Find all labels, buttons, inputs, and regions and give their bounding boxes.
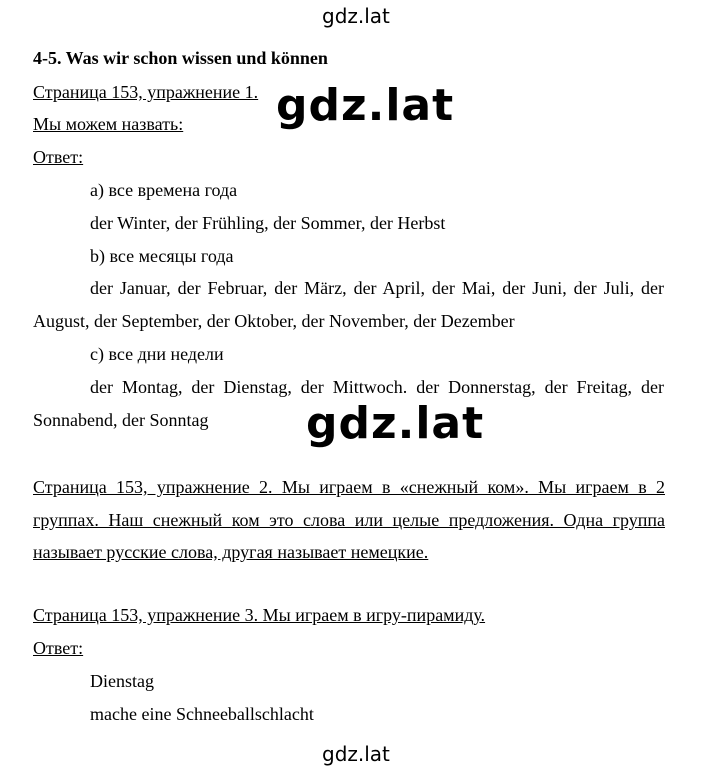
item-a-label: a) все времена года <box>90 180 238 200</box>
exercise-3-reference: Страница 153, упражнение 3. Мы играем в игру-пирамиду. <box>33 605 486 625</box>
item-b-text-line-1: der Januar, der Februar, der März, der April, der Mai, der Juni, der Juli, der <box>90 278 664 298</box>
exercise-1-task: Мы можем назвать: <box>33 114 184 134</box>
item-c-label: c) все дни недели <box>90 344 224 364</box>
page-heading: 4-5. Was wir schon wissen und können <box>33 48 328 68</box>
item-c-text-line-2: Sonnabend, der Sonntag <box>33 410 209 430</box>
item-b-text-line-2: August, der September, der Oktober, der November, der Dezember <box>33 311 515 331</box>
exercise-3-answer-line-1: Dienstag <box>90 671 154 691</box>
watermark-large-2: gdz.lat <box>306 398 485 449</box>
item-b-label: b) все месяцы года <box>90 246 234 266</box>
exercise-1-answer-label: Ответ: <box>33 147 84 167</box>
exercise-2-line-2: группах. Наш снежный ком это слова или целые предложения. Одна группа <box>33 510 665 530</box>
exercise-3-answer-line-2: mache eine Schneeballschlacht <box>90 704 314 724</box>
exercise-3-answer-label: Ответ: <box>33 638 84 658</box>
item-a-text: der Winter, der Frühling, der Sommer, der Herbst <box>90 213 446 233</box>
watermark-bottom: gdz.lat <box>322 742 390 766</box>
watermark-top: gdz.lat <box>322 4 390 28</box>
item-c-text-line-1: der Montag, der Dienstag, der Mittwoch. der Donnerstag, der Freitag, der <box>90 377 664 397</box>
watermark-large-1: gdz.lat <box>276 80 455 131</box>
exercise-2-line-3: называет русские слова, другая называет немецкие. <box>33 542 429 562</box>
exercise-2-line-1: Страница 153, упражнение 2. Мы играем в «снежный ком». Мы играем в 2 <box>33 477 665 497</box>
exercise-1-reference: Страница 153, упражнение 1. <box>33 82 259 102</box>
